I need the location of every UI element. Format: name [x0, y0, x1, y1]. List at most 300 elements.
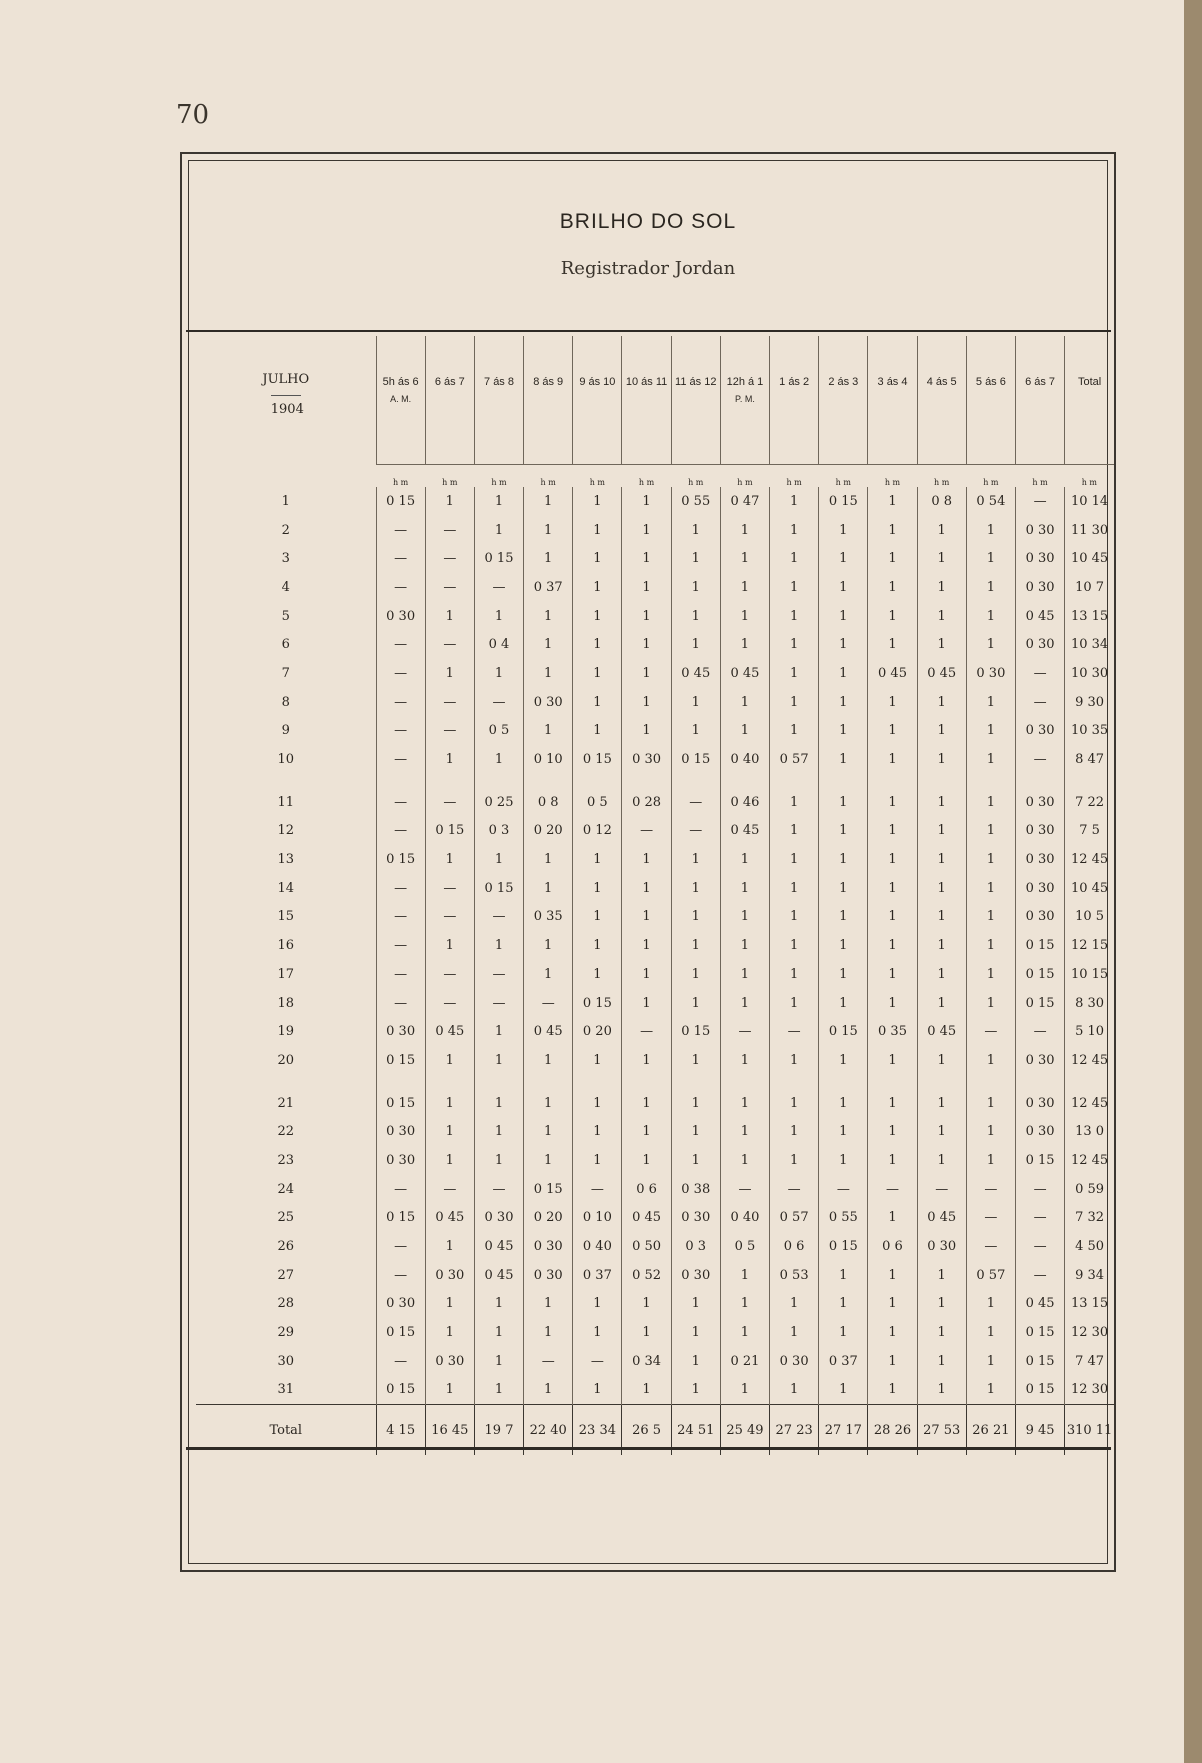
value-cell: 1 [720, 688, 769, 717]
value-cell: 1 [671, 1117, 720, 1146]
value-cell: — [376, 544, 425, 573]
value-cell: 1 [524, 874, 573, 903]
value-cell: 0 5 [474, 717, 523, 746]
day-cell: 21 [277, 1095, 295, 1111]
value-cell: 1 [819, 602, 868, 631]
value-cell: 0 3 [671, 1232, 720, 1261]
value-cell: 1 [622, 845, 671, 874]
day-cell: 31 [277, 1382, 295, 1398]
value-cell: 1 [917, 1117, 966, 1146]
value-cell: 1 [720, 602, 769, 631]
value-cell: 1 [917, 1347, 966, 1376]
total-cell: 27 53 [917, 1405, 966, 1456]
value-cell: 1 [720, 931, 769, 960]
value-cell: 1 [868, 874, 917, 903]
total-cell: 27 17 [819, 1405, 868, 1456]
value-cell: 0 30 [671, 1261, 720, 1290]
value-cell: 0 47 [720, 487, 769, 516]
value-cell: 0 45 [720, 817, 769, 846]
year-label: 1904 [271, 395, 301, 417]
value-cell: 0 45 [425, 1204, 474, 1233]
value-cell: 0 40 [720, 1204, 769, 1233]
total-cell: 19 7 [474, 1405, 523, 1456]
value-cell: 1 [720, 717, 769, 746]
value-cell: 1 [819, 573, 868, 602]
column-label: 3 ás 4 [877, 376, 908, 388]
unit-label: h m [966, 465, 1015, 488]
table-row [196, 688, 1114, 717]
value-cell: — [524, 1347, 573, 1376]
value-cell: 1 [573, 1046, 622, 1075]
value-cell: 10 15 [1065, 960, 1114, 989]
value-cell: — [376, 788, 425, 817]
value-cell: 1 [622, 960, 671, 989]
value-cell: 0 45 [917, 1204, 966, 1233]
value-cell: — [376, 931, 425, 960]
table-row [196, 1017, 1114, 1046]
value-cell: — [376, 874, 425, 903]
day-cell: 18 [277, 995, 295, 1011]
table-row [196, 602, 1114, 631]
unit-label: h m [573, 465, 622, 488]
value-cell: 0 20 [573, 1017, 622, 1046]
value-cell: 1 [573, 573, 622, 602]
value-cell: 1 [474, 1318, 523, 1347]
column-header [425, 336, 474, 465]
value-cell: 0 30 [917, 1232, 966, 1261]
value-cell: 1 [524, 1117, 573, 1146]
value-cell: 0 15 [671, 745, 720, 774]
value-cell: 1 [425, 931, 474, 960]
total-cell: 4 15 [376, 1405, 425, 1456]
unit-label: h m [1015, 465, 1064, 488]
value-cell: 0 30 [966, 659, 1015, 688]
table-row [196, 717, 1114, 746]
value-cell: 0 45 [868, 659, 917, 688]
value-cell: 1 [770, 788, 819, 817]
value-cell: 1 [819, 1046, 868, 1075]
value-cell: 1 [671, 845, 720, 874]
value-cell: 1 [917, 1146, 966, 1175]
value-cell: 0 6 [868, 1232, 917, 1261]
value-cell: 0 30 [770, 1347, 819, 1376]
value-cell: 0 15 [425, 817, 474, 846]
unit-label: h m [868, 465, 917, 488]
value-cell: 1 [917, 960, 966, 989]
value-cell: — [524, 989, 573, 1018]
value-cell: 1 [573, 717, 622, 746]
table-row [196, 817, 1114, 846]
value-cell: 1 [917, 1376, 966, 1405]
value-cell: 1 [819, 1261, 868, 1290]
value-cell: 1 [425, 1318, 474, 1347]
value-cell: — [1015, 688, 1064, 717]
value-cell: — [376, 1175, 425, 1204]
value-cell: 0 15 [671, 1017, 720, 1046]
value-cell: 0 15 [819, 1232, 868, 1261]
value-cell: 1 [720, 845, 769, 874]
day-cell: 12 [277, 823, 295, 839]
value-cell: 1 [524, 659, 573, 688]
table-row [196, 845, 1114, 874]
value-cell: 1 [966, 1376, 1015, 1405]
value-cell: 10 5 [1065, 903, 1114, 932]
value-cell: 1 [425, 1232, 474, 1261]
value-cell: 0 15 [1015, 931, 1064, 960]
value-cell: 1 [622, 659, 671, 688]
value-cell: 1 [917, 630, 966, 659]
value-cell: — [1015, 1204, 1064, 1233]
value-cell: 1 [622, 688, 671, 717]
column-sublabel: A. M. [390, 394, 412, 404]
value-cell: 0 38 [671, 1175, 720, 1204]
value-cell: 12 45 [1065, 845, 1114, 874]
value-cell: 1 [425, 1290, 474, 1319]
value-cell: 1 [720, 573, 769, 602]
value-cell: 1 [671, 717, 720, 746]
value-cell: 0 30 [474, 1204, 523, 1233]
value-cell: 1 [524, 931, 573, 960]
value-cell: 1 [868, 1146, 917, 1175]
value-cell: 1 [474, 1117, 523, 1146]
value-cell: — [376, 960, 425, 989]
day-cell: 19 [277, 1024, 295, 1040]
column-label: 10 ás 11 [625, 376, 668, 388]
value-cell: — [1015, 659, 1064, 688]
value-cell: 1 [819, 960, 868, 989]
value-cell: 1 [622, 1290, 671, 1319]
day-cell: 25 [277, 1210, 295, 1226]
table-row [196, 1376, 1114, 1405]
total-cell: 22 40 [524, 1405, 573, 1456]
value-cell: 0 21 [720, 1347, 769, 1376]
value-cell: 0 5 [720, 1232, 769, 1261]
value-cell: 1 [770, 1290, 819, 1319]
table-row [196, 1046, 1114, 1075]
value-cell: 1 [868, 1046, 917, 1075]
column-header [474, 336, 523, 465]
value-cell: 0 57 [770, 1204, 819, 1233]
value-cell: 0 30 [671, 1204, 720, 1233]
value-cell: 1 [671, 1290, 720, 1319]
table-row [196, 1318, 1114, 1347]
value-cell: 1 [917, 1261, 966, 1290]
day-cell: 15 [277, 909, 295, 925]
value-cell: 1 [917, 1089, 966, 1118]
value-cell: 0 10 [573, 1204, 622, 1233]
value-cell: 1 [868, 630, 917, 659]
value-cell: 1 [966, 1347, 1015, 1376]
value-cell: 1 [474, 487, 523, 516]
value-cell: 1 [425, 659, 474, 688]
value-cell: 1 [524, 1146, 573, 1175]
total-cell: 28 26 [868, 1405, 917, 1456]
value-cell: 1 [770, 817, 819, 846]
value-cell: 11 30 [1065, 516, 1114, 545]
value-cell: — [425, 788, 474, 817]
value-cell: 0 6 [622, 1175, 671, 1204]
value-cell: 1 [770, 573, 819, 602]
value-cell: 0 15 [376, 1318, 425, 1347]
value-cell: 1 [966, 903, 1015, 932]
value-cell: — [474, 960, 523, 989]
value-cell: 1 [770, 845, 819, 874]
value-cell: 1 [573, 630, 622, 659]
value-cell: 1 [966, 688, 1015, 717]
value-cell: 1 [425, 487, 474, 516]
unit-label: h m [425, 465, 474, 488]
value-cell: 1 [868, 544, 917, 573]
value-cell: 1 [819, 1318, 868, 1347]
value-cell: 1 [573, 1146, 622, 1175]
value-cell: 1 [622, 903, 671, 932]
value-cell: 0 15 [573, 745, 622, 774]
value-cell: — [1015, 1175, 1064, 1204]
value-cell: 1 [770, 931, 819, 960]
value-cell: 0 46 [720, 788, 769, 817]
value-cell: — [425, 903, 474, 932]
value-cell: 0 10 [524, 745, 573, 774]
sunshine-table [196, 336, 1114, 1455]
value-cell: 1 [622, 1089, 671, 1118]
value-cell: 1 [474, 745, 523, 774]
value-cell: 1 [917, 573, 966, 602]
value-cell: 0 30 [1015, 516, 1064, 545]
day-cell: 16 [277, 938, 295, 954]
day-cell: 2 [281, 522, 290, 538]
value-cell: — [622, 817, 671, 846]
day-cell: 11 [277, 794, 295, 810]
value-cell: 0 45 [474, 1232, 523, 1261]
column-label: 12h á 1 [726, 376, 764, 388]
value-cell: 1 [573, 1089, 622, 1118]
value-cell: 1 [622, 717, 671, 746]
value-cell: 1 [474, 1290, 523, 1319]
value-cell: 0 30 [425, 1261, 474, 1290]
value-cell: 1 [573, 1318, 622, 1347]
value-cell: 0 5 [573, 788, 622, 817]
value-cell: 1 [819, 1376, 868, 1405]
value-cell: 0 45 [720, 659, 769, 688]
value-cell: 1 [966, 788, 1015, 817]
value-cell: 1 [425, 1089, 474, 1118]
value-cell: 1 [671, 1089, 720, 1118]
value-cell: 1 [573, 960, 622, 989]
table-row [196, 960, 1114, 989]
total-label: Total [196, 1405, 376, 1456]
value-cell: 1 [720, 874, 769, 903]
total-cell: 26 5 [622, 1405, 671, 1456]
table-row [196, 630, 1114, 659]
day-cell: 1 [281, 493, 290, 509]
value-cell: 1 [671, 688, 720, 717]
value-cell: 1 [819, 1089, 868, 1118]
value-cell: 1 [770, 544, 819, 573]
value-cell: 1 [770, 659, 819, 688]
value-cell: 1 [622, 1376, 671, 1405]
value-cell: 7 32 [1065, 1204, 1114, 1233]
value-cell: — [720, 1175, 769, 1204]
value-cell: 1 [524, 630, 573, 659]
value-cell: 0 30 [376, 1017, 425, 1046]
column-label: 1 ás 2 [779, 376, 810, 388]
value-cell: 1 [917, 931, 966, 960]
value-cell: 1 [868, 1376, 917, 1405]
value-cell: 1 [966, 1318, 1015, 1347]
value-cell: 1 [770, 989, 819, 1018]
value-cell: — [425, 688, 474, 717]
table-row [196, 1232, 1114, 1261]
column-label: 8 ás 9 [533, 376, 564, 388]
value-cell: 0 30 [1015, 1089, 1064, 1118]
unit-label: h m [770, 465, 819, 488]
value-cell: 1 [573, 602, 622, 631]
value-cell: 5 10 [1065, 1017, 1114, 1046]
value-cell: 1 [966, 516, 1015, 545]
value-cell: 12 30 [1065, 1376, 1114, 1405]
day-cell: 23 [277, 1152, 295, 1168]
value-cell: 1 [573, 516, 622, 545]
value-cell: 0 15 [376, 487, 425, 516]
value-cell: 1 [720, 1318, 769, 1347]
value-cell: 0 15 [1015, 1318, 1064, 1347]
value-cell: 0 35 [524, 903, 573, 932]
column-label: 6 ás 7 [1025, 376, 1056, 388]
value-cell: 1 [573, 487, 622, 516]
value-cell: 1 [770, 903, 819, 932]
day-cell: 14 [277, 880, 295, 896]
column-label: 2 ás 3 [828, 376, 859, 388]
total-cell: 24 51 [671, 1405, 720, 1456]
value-cell: 1 [770, 717, 819, 746]
value-cell: 1 [425, 1117, 474, 1146]
day-cell: 3 [281, 551, 290, 567]
value-cell: — [868, 1175, 917, 1204]
column-header [376, 336, 425, 465]
value-cell: — [376, 573, 425, 602]
value-cell: 0 3 [474, 817, 523, 846]
page-edge [1184, 0, 1202, 1763]
value-cell: — [425, 516, 474, 545]
value-cell: 1 [720, 1146, 769, 1175]
value-cell: 0 30 [1015, 817, 1064, 846]
value-cell: 1 [622, 931, 671, 960]
value-cell: 1 [868, 845, 917, 874]
value-cell: 1 [868, 1117, 917, 1146]
column-header [671, 336, 720, 465]
table-row [196, 1117, 1114, 1146]
day-cell: 24 [277, 1181, 295, 1197]
value-cell: 1 [966, 1290, 1015, 1319]
value-cell: — [966, 1204, 1015, 1233]
value-cell: 1 [524, 960, 573, 989]
value-cell: 1 [671, 544, 720, 573]
value-cell: 1 [671, 903, 720, 932]
day-cell: 13 [277, 852, 295, 868]
value-cell: 1 [770, 960, 819, 989]
value-cell: 0 20 [524, 1204, 573, 1233]
value-cell: 1 [622, 544, 671, 573]
column-label: 9 ás 10 [579, 376, 616, 388]
value-cell: 0 30 [1015, 874, 1064, 903]
value-cell: 1 [917, 874, 966, 903]
value-cell: 12 45 [1065, 1146, 1114, 1175]
value-cell: 10 30 [1065, 659, 1114, 688]
value-cell: 1 [671, 960, 720, 989]
table-row [196, 1290, 1114, 1319]
day-cell: 29 [277, 1325, 295, 1341]
value-cell: 0 37 [819, 1347, 868, 1376]
value-cell: 0 37 [573, 1261, 622, 1290]
day-cell: 6 [281, 637, 290, 653]
column-header [1065, 336, 1114, 465]
value-cell: 0 15 [1015, 989, 1064, 1018]
value-cell: — [474, 903, 523, 932]
unit-label: h m [917, 465, 966, 488]
value-cell: 1 [966, 602, 1015, 631]
value-cell: 0 34 [622, 1347, 671, 1376]
value-cell: 13 0 [1065, 1117, 1114, 1146]
value-cell: 0 4 [474, 630, 523, 659]
value-cell: 1 [917, 989, 966, 1018]
table-row [196, 516, 1114, 545]
value-cell: — [573, 1347, 622, 1376]
page-title: BRILHO DO SOL [559, 210, 737, 233]
table-row [196, 989, 1114, 1018]
value-cell: 1 [720, 544, 769, 573]
total-cell: 26 21 [966, 1405, 1015, 1456]
table-row [196, 745, 1114, 774]
value-cell: 1 [868, 1204, 917, 1233]
value-cell: 0 59 [1065, 1175, 1114, 1204]
page-number: 70 [176, 100, 210, 130]
footer-rule [186, 1447, 1111, 1450]
value-cell: 1 [425, 602, 474, 631]
total-cell: 16 45 [425, 1405, 474, 1456]
total-cell: 25 49 [720, 1405, 769, 1456]
value-cell: 0 37 [524, 573, 573, 602]
value-cell: 0 28 [622, 788, 671, 817]
table-row [196, 1089, 1114, 1118]
value-cell: 1 [917, 602, 966, 631]
value-cell: 1 [819, 717, 868, 746]
value-cell: 1 [622, 989, 671, 1018]
value-cell: 1 [868, 931, 917, 960]
value-cell: 1 [524, 845, 573, 874]
unit-label: h m [524, 465, 573, 488]
value-cell: 1 [720, 516, 769, 545]
value-cell: 0 15 [1015, 1376, 1064, 1405]
value-cell: 1 [720, 1261, 769, 1290]
value-cell: 1 [917, 817, 966, 846]
table-row [196, 903, 1114, 932]
value-cell: — [376, 516, 425, 545]
value-cell: 1 [622, 516, 671, 545]
value-cell: 1 [966, 1146, 1015, 1175]
value-cell: 0 57 [966, 1261, 1015, 1290]
value-cell: 7 47 [1065, 1347, 1114, 1376]
value-cell: 0 52 [622, 1261, 671, 1290]
total-cell: 23 34 [573, 1405, 622, 1456]
day-cell: 4 [281, 579, 290, 595]
value-cell: 0 45 [524, 1017, 573, 1046]
value-cell: 10 7 [1065, 573, 1114, 602]
value-cell: 0 40 [573, 1232, 622, 1261]
value-cell: 1 [622, 1046, 671, 1075]
table-row [196, 1261, 1114, 1290]
value-cell: — [425, 573, 474, 602]
value-cell: 1 [868, 516, 917, 545]
